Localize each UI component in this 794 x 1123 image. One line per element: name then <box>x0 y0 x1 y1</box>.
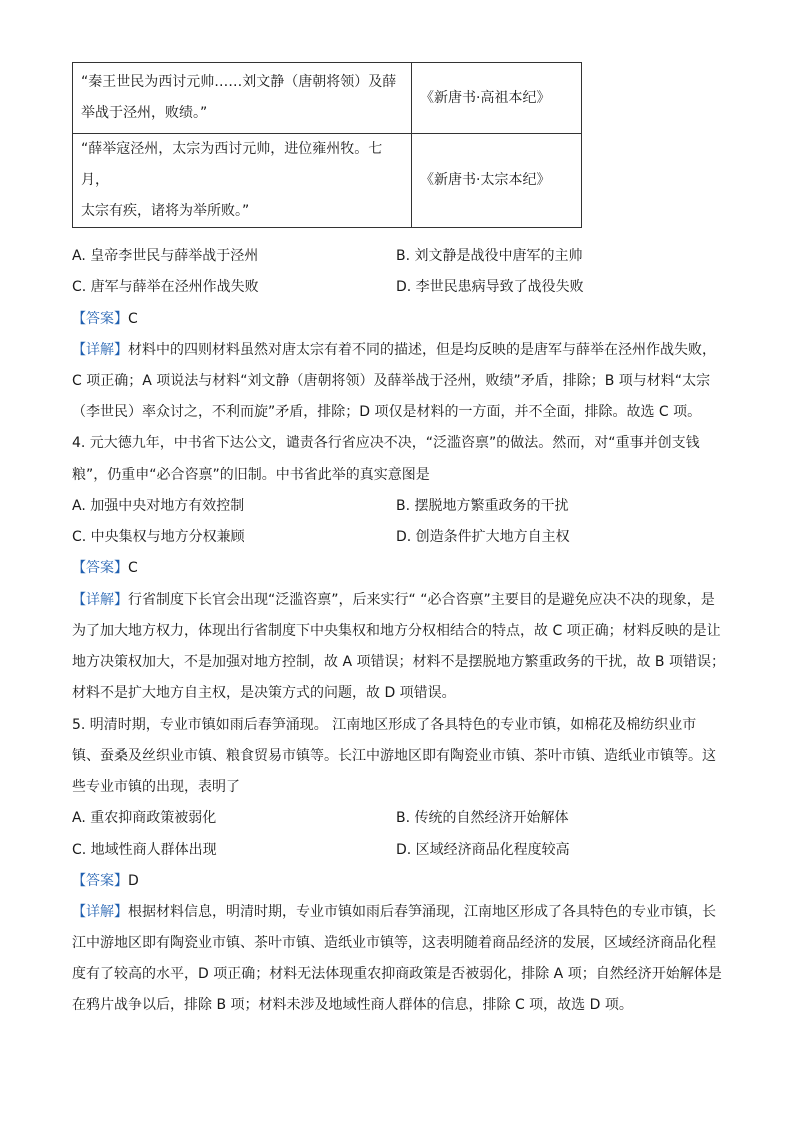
answer-tag: 【答案】 <box>72 311 128 327</box>
option-a: A. 重农抑商政策被弱化 <box>72 810 217 826</box>
option-c: C. 唐军与薛举在泾州作战失败 <box>72 279 259 295</box>
answer-value: C <box>128 311 138 327</box>
option-d: D. 区域经济商品化程度较高 <box>396 842 570 858</box>
explanation-tag: 【详解】 <box>72 342 128 358</box>
explanation-line: 【详解】行省制度下长官会出现“泛滥咨禀”，后来实行“ “必合咨禀”主要目的是避免应决不决的现象，是 <box>72 592 715 608</box>
quote-line: 太宗有疾，诸将为举所败。” <box>81 203 250 219</box>
question-stem-line: 镇、蚕桑及丝织业市镇、粮食贸易市镇等。长江中游地区即有陶瓷业市镇、茶叶市镇、造纸业市镇等。这 <box>72 748 716 764</box>
question-stem-line: 4. 元大德九年，中书省下达公文，谴责各行省应决不决，“泛滥咨禀”的做法。然而，对“重事并创支钱 <box>72 435 700 451</box>
option-b: B. 传统的自然经济开始解体 <box>396 810 569 826</box>
explanation-tag: 【详解】 <box>72 904 128 920</box>
option-d: D. 创造条件扩大地方自主权 <box>396 529 570 545</box>
answer-value: C <box>128 560 138 576</box>
explanation-line: 江中游地区即有陶瓷业市镇、茶叶市镇、造纸业市镇等，这表明随着商品经济的发展，区域经济商品化程 <box>72 935 716 951</box>
explanation-line: 材料不是扩大地方自主权，是决策方式的问题，故 D 项错误。 <box>72 685 456 701</box>
answer-value: D <box>128 873 139 889</box>
table-citation-cell: 《新唐书·太宗本纪》 <box>412 134 582 228</box>
explanation-line: （李世民）率众讨之，不利而旋”矛盾，排除；D 项仅是材料的一方面，并不全面，排除。故选 C 项。 <box>72 404 702 420</box>
explanation-line: 【详解】根据材料信息，明清时期，专业市镇如雨后春笋涌现，江南地区形成了各具特色的专业市镇，长 <box>72 904 716 920</box>
answer-tag: 【答案】 <box>72 560 128 576</box>
explanation-line: C 项正确；A 项说法与材料“刘文静（唐朝将领）及薛举战于泾州，败绩”矛盾，排除；B 项与材料“太宗 <box>72 373 711 389</box>
question-stem-line: 粮”，仍重申“必合咨禀”的旧制。中书省此举的真实意图是 <box>72 467 430 483</box>
option-d: D. 李世民患病导致了战役失败 <box>396 279 584 295</box>
question-stem-line: 5. 明清时期，专业市镇如雨后春笋涌现。 江南地区形成了各具特色的专业市镇，如棉花及棉纺织业市 <box>72 717 697 733</box>
explanation-line: 在鸦片战争以后，排除 B 项；材料未涉及地域性商人群体的信息，排除 C 项，故选 D 项。 <box>72 997 633 1013</box>
table-quote-cell <box>73 134 412 228</box>
option-c: C. 地域性商人群体出现 <box>72 842 217 858</box>
answer-tag: 【答案】 <box>72 873 128 889</box>
answer-line <box>72 558 138 578</box>
option-b: B. 刘文静是战役中唐军的主帅 <box>396 248 583 264</box>
table-citation-cell: 《新唐书·高祖本纪》 <box>412 63 582 134</box>
answer-line <box>72 309 138 329</box>
table-quote-cell <box>73 63 412 134</box>
explanation-line: 【详解】材料中的四则材料虽然对唐太宗有着不同的描述，但是均反映的是唐军与薛举在泾州作战失败， <box>72 342 716 358</box>
table-row <box>73 134 582 228</box>
explanation-tag: 【详解】 <box>72 592 128 608</box>
explanation-line: 度有了较高的水平，D 项正确；材料无法体现重农抑商政策是否被弱化，排除 A 项；自然经济开始解体是 <box>72 966 722 982</box>
option-b: B. 摆脱地方繁重政务的干扰 <box>396 498 569 514</box>
option-a: A. 加强中央对地方有效控制 <box>72 498 245 514</box>
source-table <box>72 62 582 228</box>
table-row <box>73 63 582 134</box>
option-c: C. 中央集权与地方分权兼顾 <box>72 529 245 545</box>
quote-line: 举战于泾州，败绩。” <box>81 105 208 121</box>
option-a: A. 皇帝李世民与薛举战于泾州 <box>72 248 259 264</box>
question-stem-line: 些专业市镇的出现，表明了 <box>72 779 240 795</box>
explanation-line: 为了加大地方权力，体现出行省制度下中央集权和地方分权相结合的特点，故 C 项正确；材料反映的是让 <box>72 623 721 639</box>
answer-line <box>72 871 139 891</box>
quote-line: “薛举寇泾州，太宗为西讨元帅，进位雍州牧。七月， <box>81 141 383 188</box>
quote-line: “秦王世民为西讨元帅……刘文静（唐朝将领）及薛 <box>81 74 397 90</box>
explanation-line: 地方决策权加大，不是加强对地方控制，故 A 项错误；材料不是摆脱地方繁重政务的干扰，故 B 项错误； <box>72 654 725 670</box>
